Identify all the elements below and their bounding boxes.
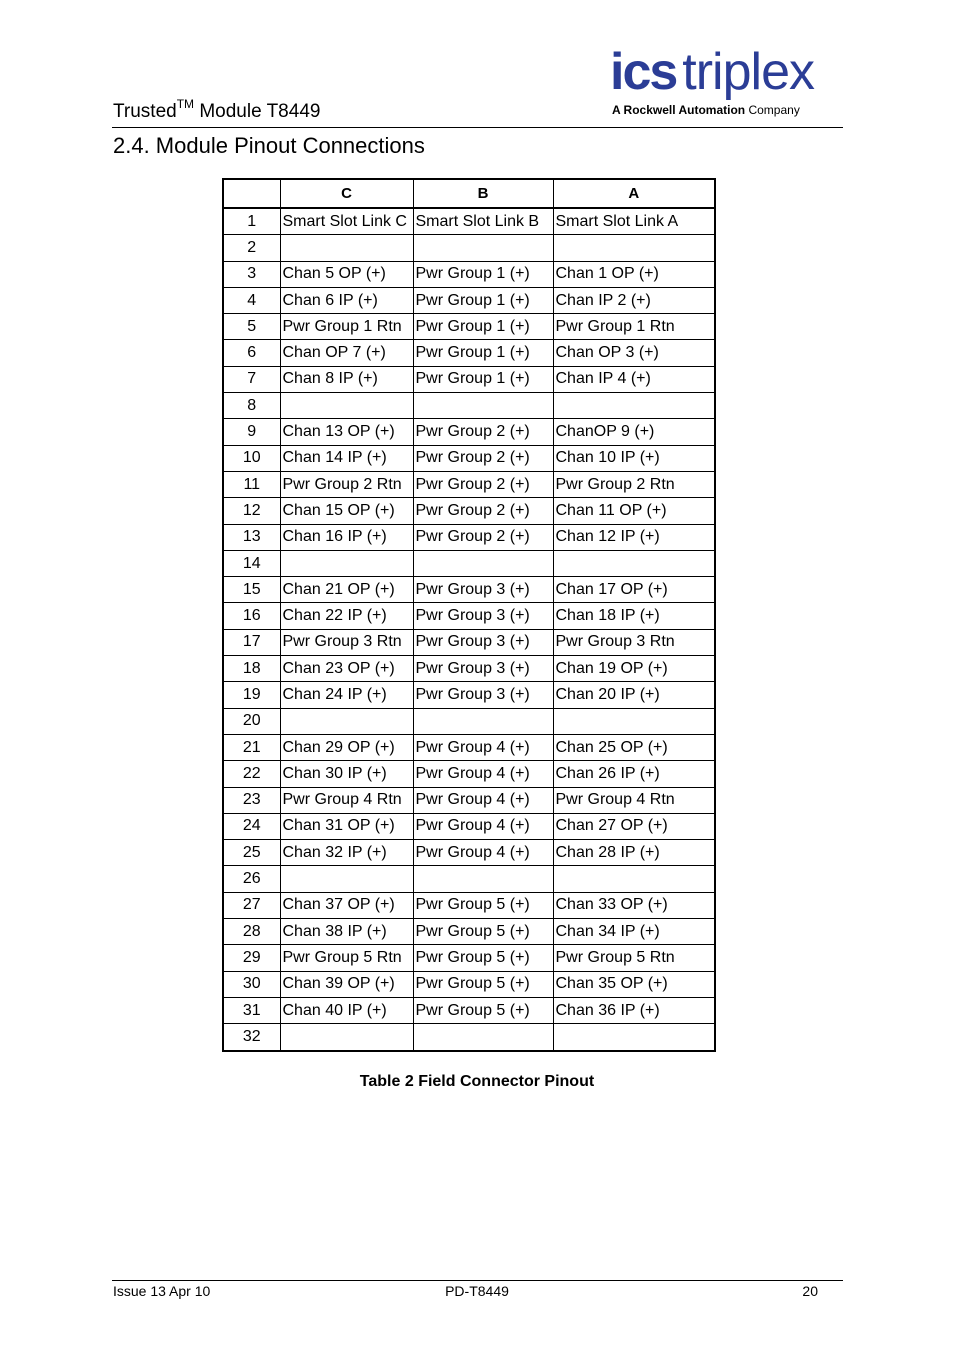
table-row xyxy=(223,393,715,419)
cell-a xyxy=(553,235,715,261)
cell-c: Chan 32 IP (+) xyxy=(280,840,413,866)
cell-b: Pwr Group 4 (+) xyxy=(413,787,553,813)
cell-c: Smart Slot Link C xyxy=(280,208,413,235)
cell-c: Chan 30 IP (+) xyxy=(280,761,413,787)
cell-c: Chan 24 IP (+) xyxy=(280,682,413,708)
table-row xyxy=(223,971,715,997)
cell-b: Pwr Group 2 (+) xyxy=(413,498,553,524)
cell-b xyxy=(413,1024,553,1051)
cell-c: Pwr Group 3 Rtn xyxy=(280,629,413,655)
pin-cell: 28 xyxy=(223,919,280,945)
pin-cell: 17 xyxy=(223,629,280,655)
cell-b: Pwr Group 3 (+) xyxy=(413,577,553,603)
cell-c xyxy=(280,866,413,892)
table-row xyxy=(223,235,715,261)
table-caption: Table 2 Field Connector Pinout xyxy=(359,1073,595,1090)
cell-b: Pwr Group 1 (+) xyxy=(413,314,553,340)
table-row xyxy=(223,208,715,235)
cell-b: Pwr Group 4 (+) xyxy=(413,813,553,839)
cell-a xyxy=(553,708,715,734)
cell-c: Chan 22 IP (+) xyxy=(280,603,413,629)
cell-b xyxy=(413,393,553,419)
cell-b: Pwr Group 3 (+) xyxy=(413,656,553,682)
cell-b: Pwr Group 1 (+) xyxy=(413,366,553,392)
cell-c: Chan 40 IP (+) xyxy=(280,997,413,1023)
pin-cell: 1 xyxy=(223,208,280,235)
pin-cell: 26 xyxy=(223,866,280,892)
pin-cell: 12 xyxy=(223,498,280,524)
cell-a xyxy=(553,393,715,419)
footer-doc-id: PD-T8449 xyxy=(445,1283,509,1299)
cell-c xyxy=(280,550,413,576)
cell-b: Pwr Group 3 (+) xyxy=(413,682,553,708)
table-row xyxy=(223,603,715,629)
cell-c: Chan 8 IP (+) xyxy=(280,366,413,392)
cell-a: Chan 25 OP (+) xyxy=(553,734,715,760)
cell-c: Chan 15 OP (+) xyxy=(280,498,413,524)
cell-a: Pwr Group 5 Rtn xyxy=(553,945,715,971)
cell-a: Chan OP 3 (+) xyxy=(553,340,715,366)
cell-b xyxy=(413,708,553,734)
pin-cell: 22 xyxy=(223,761,280,787)
table-row xyxy=(223,892,715,918)
cell-a: Chan 1 OP (+) xyxy=(553,261,715,287)
pin-cell: 11 xyxy=(223,471,280,497)
cell-a xyxy=(553,866,715,892)
table-body xyxy=(223,208,715,1051)
pin-cell: 9 xyxy=(223,419,280,445)
cell-a: Pwr Group 1 Rtn xyxy=(553,314,715,340)
pin-cell: 4 xyxy=(223,287,280,313)
table-row xyxy=(223,997,715,1023)
column-header-a: A xyxy=(553,179,715,208)
table-row xyxy=(223,550,715,576)
table-row xyxy=(223,945,715,971)
table-row xyxy=(223,419,715,445)
cell-c: Pwr Group 4 Rtn xyxy=(280,787,413,813)
cell-b xyxy=(413,235,553,261)
pin-cell: 31 xyxy=(223,997,280,1023)
cell-b: Pwr Group 4 (+) xyxy=(413,840,553,866)
table-row xyxy=(223,761,715,787)
table-row xyxy=(223,656,715,682)
cell-c xyxy=(280,708,413,734)
cell-b: Pwr Group 2 (+) xyxy=(413,471,553,497)
cell-a xyxy=(553,1024,715,1051)
cell-a: Chan IP 2 (+) xyxy=(553,287,715,313)
logo-wordmark xyxy=(610,42,814,102)
cell-b: Pwr Group 1 (+) xyxy=(413,287,553,313)
table-row xyxy=(223,261,715,287)
table-row xyxy=(223,1024,715,1051)
table-row xyxy=(223,629,715,655)
table-row xyxy=(223,866,715,892)
cell-c: Chan 37 OP (+) xyxy=(280,892,413,918)
cell-b: Pwr Group 4 (+) xyxy=(413,761,553,787)
pinout-table xyxy=(222,178,716,1052)
cell-b: Smart Slot Link B xyxy=(413,208,553,235)
cell-c: Chan 14 IP (+) xyxy=(280,445,413,471)
column-header-pin xyxy=(223,179,280,208)
cell-b: Pwr Group 1 (+) xyxy=(413,340,553,366)
table-row xyxy=(223,708,715,734)
company-logo xyxy=(610,42,846,122)
cell-c: Chan 23 OP (+) xyxy=(280,656,413,682)
logo-brand-bold: ics xyxy=(610,43,677,101)
cell-b: Pwr Group 5 (+) xyxy=(413,945,553,971)
pin-cell: 5 xyxy=(223,314,280,340)
logo-brand-light: triplex xyxy=(682,43,815,101)
cell-b: Pwr Group 5 (+) xyxy=(413,997,553,1023)
cell-a: Chan 26 IP (+) xyxy=(553,761,715,787)
cell-c: Chan 38 IP (+) xyxy=(280,919,413,945)
cell-a: Chan 34 IP (+) xyxy=(553,919,715,945)
cell-b: Pwr Group 2 (+) xyxy=(413,524,553,550)
pin-cell: 27 xyxy=(223,892,280,918)
cell-c: Chan 29 OP (+) xyxy=(280,734,413,760)
cell-c: Chan 16 IP (+) xyxy=(280,524,413,550)
cell-b: Pwr Group 3 (+) xyxy=(413,629,553,655)
pin-cell: 10 xyxy=(223,445,280,471)
cell-a: Chan 19 OP (+) xyxy=(553,656,715,682)
cell-c: Pwr Group 5 Rtn xyxy=(280,945,413,971)
cell-a: Chan 35 OP (+) xyxy=(553,971,715,997)
cell-a: ChanOP 9 (+) xyxy=(553,419,715,445)
table-row xyxy=(223,340,715,366)
pin-cell: 7 xyxy=(223,366,280,392)
cell-a: Chan 12 IP (+) xyxy=(553,524,715,550)
pin-cell: 29 xyxy=(223,945,280,971)
cell-a: Chan 20 IP (+) xyxy=(553,682,715,708)
pin-cell: 3 xyxy=(223,261,280,287)
cell-b: Pwr Group 5 (+) xyxy=(413,919,553,945)
cell-c: Chan 5 OP (+) xyxy=(280,261,413,287)
pin-cell: 6 xyxy=(223,340,280,366)
column-header-c: C xyxy=(280,179,413,208)
cell-b: Pwr Group 1 (+) xyxy=(413,261,553,287)
cell-a: Smart Slot Link A xyxy=(553,208,715,235)
header-divider xyxy=(112,127,843,128)
document-title xyxy=(113,97,321,124)
pin-cell: 32 xyxy=(223,1024,280,1051)
pin-cell: 23 xyxy=(223,787,280,813)
cell-c: Chan 21 OP (+) xyxy=(280,577,413,603)
pin-cell: 8 xyxy=(223,393,280,419)
table-row xyxy=(223,524,715,550)
logo-tagline xyxy=(612,103,800,117)
cell-c: Chan OP 7 (+) xyxy=(280,340,413,366)
cell-b xyxy=(413,866,553,892)
cell-c xyxy=(280,1024,413,1051)
cell-a: Pwr Group 3 Rtn xyxy=(553,629,715,655)
cell-a: Chan 11 OP (+) xyxy=(553,498,715,524)
cell-c xyxy=(280,235,413,261)
table-row xyxy=(223,840,715,866)
cell-b: Pwr Group 2 (+) xyxy=(413,419,553,445)
table-header-row xyxy=(223,179,715,208)
cell-a: Chan 10 IP (+) xyxy=(553,445,715,471)
footer-issue: Issue 13 Apr 10 xyxy=(113,1283,211,1299)
pin-cell: 13 xyxy=(223,524,280,550)
cell-b xyxy=(413,550,553,576)
pin-cell: 19 xyxy=(223,682,280,708)
cell-c: Chan 39 OP (+) xyxy=(280,971,413,997)
section-heading: 2.4. Module Pinout Connections xyxy=(113,133,425,158)
table-row xyxy=(223,787,715,813)
cell-b: Pwr Group 5 (+) xyxy=(413,971,553,997)
pin-cell: 15 xyxy=(223,577,280,603)
title-prefix: Trusted xyxy=(113,101,177,122)
cell-a: Chan IP 4 (+) xyxy=(553,366,715,392)
pin-cell: 14 xyxy=(223,550,280,576)
cell-a: Chan 27 OP (+) xyxy=(553,813,715,839)
table-row xyxy=(223,813,715,839)
table-row xyxy=(223,445,715,471)
pin-cell: 20 xyxy=(223,708,280,734)
cell-c: Pwr Group 2 Rtn xyxy=(280,471,413,497)
cell-c: Pwr Group 1 Rtn xyxy=(280,314,413,340)
table-row xyxy=(223,682,715,708)
cell-a: Chan 28 IP (+) xyxy=(553,840,715,866)
cell-b: Pwr Group 2 (+) xyxy=(413,445,553,471)
pin-cell: 21 xyxy=(223,734,280,760)
cell-c: Chan 13 OP (+) xyxy=(280,419,413,445)
column-header-b: B xyxy=(413,179,553,208)
cell-a: Chan 18 IP (+) xyxy=(553,603,715,629)
cell-b: Pwr Group 5 (+) xyxy=(413,892,553,918)
table-row xyxy=(223,366,715,392)
cell-a xyxy=(553,550,715,576)
cell-c xyxy=(280,393,413,419)
logo-tagline-bold: A Rockwell Automation xyxy=(612,103,746,117)
cell-c: Chan 31 OP (+) xyxy=(280,813,413,839)
footer-page-number: 20 xyxy=(802,1283,818,1299)
table-row xyxy=(223,498,715,524)
logo-tagline-normal: Company xyxy=(745,103,800,117)
cell-a: Chan 36 IP (+) xyxy=(553,997,715,1023)
table-row xyxy=(223,314,715,340)
table-row xyxy=(223,287,715,313)
footer-divider xyxy=(112,1280,843,1281)
title-suffix: Module T8449 xyxy=(194,101,321,122)
pin-cell: 16 xyxy=(223,603,280,629)
table-row xyxy=(223,471,715,497)
pin-cell: 25 xyxy=(223,840,280,866)
cell-a: Pwr Group 2 Rtn xyxy=(553,471,715,497)
cell-b: Pwr Group 3 (+) xyxy=(413,603,553,629)
pin-cell: 24 xyxy=(223,813,280,839)
trademark-superscript: TM xyxy=(176,97,195,111)
cell-a: Chan 17 OP (+) xyxy=(553,577,715,603)
table-row xyxy=(223,734,715,760)
cell-a: Pwr Group 4 Rtn xyxy=(553,787,715,813)
table-row xyxy=(223,577,715,603)
cell-c: Chan 6 IP (+) xyxy=(280,287,413,313)
pin-cell: 2 xyxy=(223,235,280,261)
cell-a: Chan 33 OP (+) xyxy=(553,892,715,918)
cell-b: Pwr Group 4 (+) xyxy=(413,734,553,760)
table-row xyxy=(223,919,715,945)
pin-cell: 30 xyxy=(223,971,280,997)
pin-cell: 18 xyxy=(223,656,280,682)
